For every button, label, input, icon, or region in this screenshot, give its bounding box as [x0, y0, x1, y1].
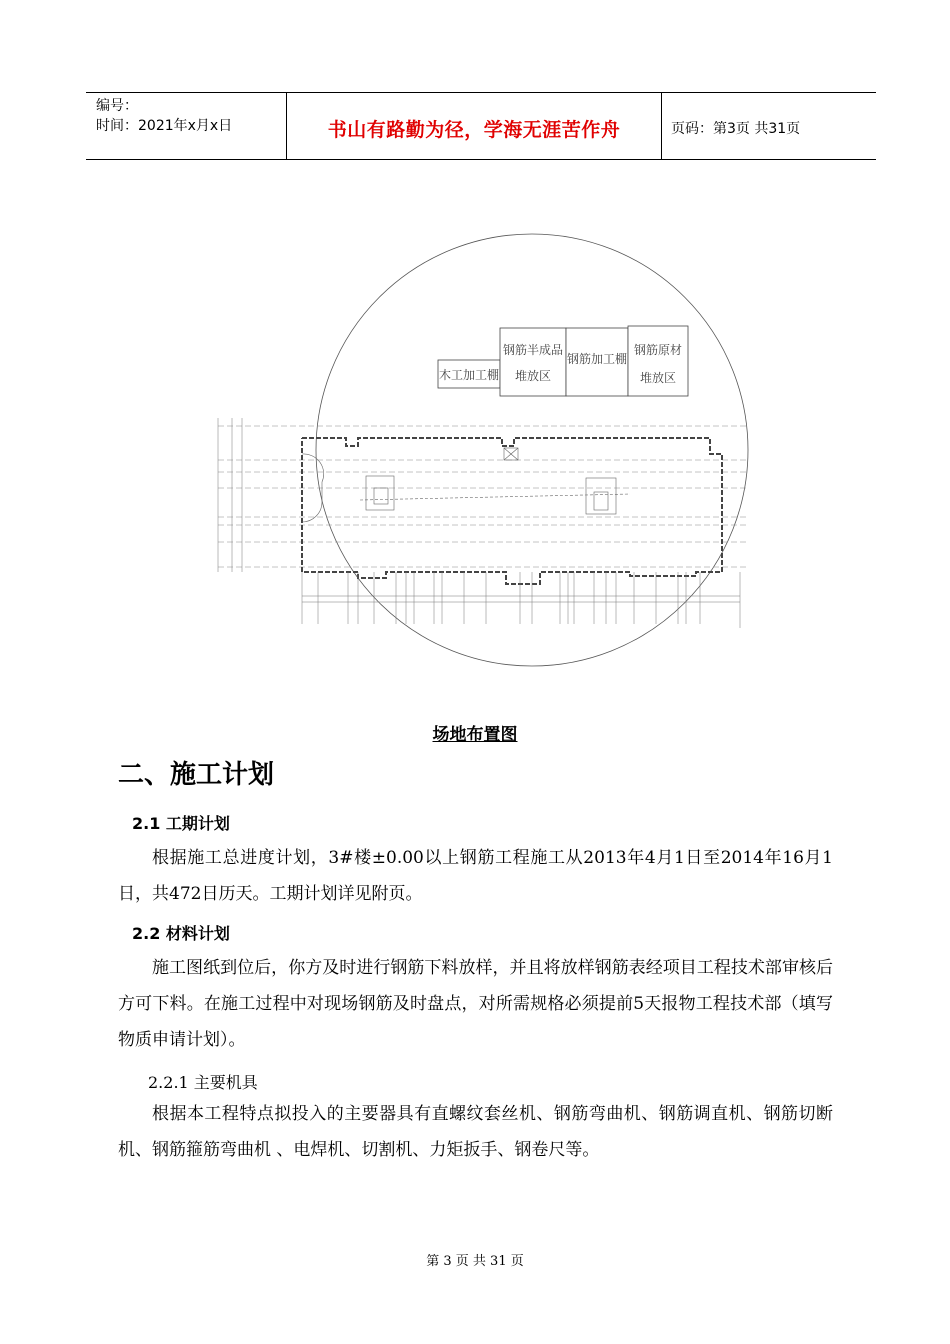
- horizontal-grid-lines: [218, 426, 748, 567]
- subsection-2-2-1-text: 根据本工程特点拟投入的主要器具有直螺纹套丝机、钢筋弯曲机、钢筋调直机、钢筋切断机、钢筋箍筋弯曲机 、电焊机、切割机、力矩扳手、钢卷尺等。: [118, 1104, 833, 1160]
- subsection-2-2-text: 施工图纸到位后，你方及时进行钢筋下料放样，并且将放样钢筋表经项目工程技术部审核后方可下料。在施工过程中对现场钢筋及时盘点，对所需规格必须提前5天报物工程技术部（填写物质申请计划）。: [118, 958, 833, 1050]
- subsection-2-1-text: 根据施工总进度计划，3#楼±0.00以上钢筋工程施工从2013年4月1日至2014年16月1日，共472日历天。工期计划详见附页。: [118, 848, 833, 904]
- rebar-raw-label-2: 堆放区: [639, 371, 677, 385]
- rebar-semi-box: [500, 328, 566, 396]
- page-header: [86, 92, 876, 160]
- page-footer: 第 3 页 共 31 页: [426, 1254, 524, 1269]
- building-interior: [302, 448, 630, 522]
- header-right-cell: [661, 93, 876, 159]
- subsection-2-1-title: 2.1 工期计划: [132, 814, 230, 833]
- subsection-2-2-title: 2.2 材料计划: [132, 924, 230, 943]
- rebar-raw-label-1: 钢筋原材: [633, 343, 683, 357]
- header-left-cell: [86, 93, 286, 159]
- left-axis-marks: [218, 418, 242, 572]
- site-layout-drawing: [210, 232, 750, 682]
- page-code: 页码：第3页 共31页: [671, 121, 801, 137]
- site-layout-figure: [210, 232, 750, 682]
- figure-caption: 场地布置图: [432, 725, 518, 745]
- rebar-shed-label: 钢筋加工棚: [566, 352, 628, 366]
- rebar-raw-box: [628, 326, 688, 396]
- date-label: 时间：2021年x月x日: [96, 118, 233, 134]
- rebar-semi-label-1: 钢筋半成品: [502, 343, 564, 357]
- wood-shed-label: 木工加工棚: [438, 368, 500, 382]
- subsection-2-2-1-title: 2.2.1 主要机具: [148, 1073, 258, 1092]
- section-title: 二、施工计划: [118, 760, 275, 790]
- vertical-grid-lines: [302, 572, 740, 628]
- header-motto-cell: [286, 93, 662, 159]
- rebar-semi-label-2: 堆放区: [514, 369, 552, 383]
- motto: 书山有路勤为径，学海无涯苦作舟: [327, 119, 621, 141]
- code-label: 编号：: [96, 98, 138, 114]
